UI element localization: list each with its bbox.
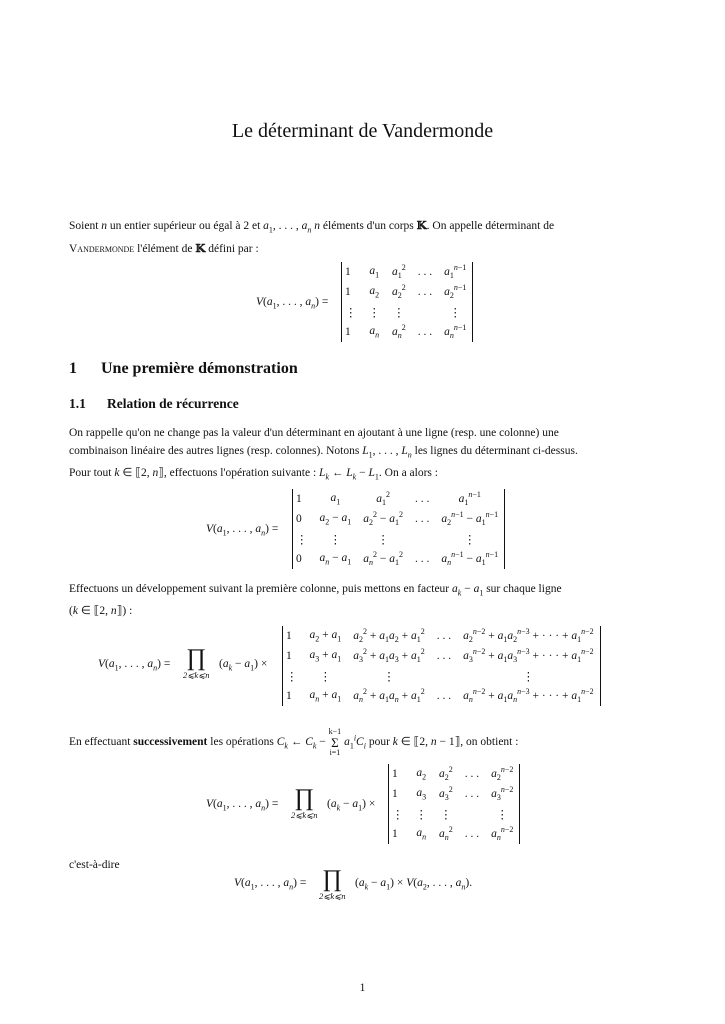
equation-4-lhs: $V(a_1$, . . . , $a_n$) = bbox=[206, 798, 279, 813]
intro-paragraph: Soient n un entier supérieur ou égal à 2 et $a_1$, . . . , $a_n$ n éléments d'un corps 𝕂. On appelle déterminant de Vandermonde l'élément de 𝕂 défini par : bbox=[69, 218, 555, 256]
page-number: 1 bbox=[359, 982, 366, 994]
equation-1-lhs: $V(a_1$, . . . , $a_n$) = bbox=[256, 296, 329, 311]
determinant-1: 1 $a_1$ $a_1^2$ . . . $a_1^{n-1}$ 1 $a_2$ $a_2^2$ . . . $a_2^{n-1}$ ⋮ ⋮ ⋮ ⋮ 1 $a_n$ $a_n^2$ . . . $a_n^{n-1}$ bbox=[341, 262, 473, 342]
paragraph-1: On rappelle qu'on ne change pas la valeur d'un déterminant en ajoutant à une ligne (resp. une colonne) une combinaison linéaire des autres lignes (resp. colonnes). Notons $L_1$, . . . , $L_n$ les lignes du déterminant ci-dessus. Pour tout k ∈ ⟦2, n⟧, effectuons l'opération suivante : $L_k$ ← $L_k - L_1$. On a alors : bbox=[69, 427, 578, 482]
vandermonde-name: Vandermonde bbox=[69, 243, 135, 256]
product-symbol-2: ∏ 2⩽k⩽n bbox=[291, 785, 318, 820]
final-equation-lhs: $V(a_1$, . . . , $a_n$) = bbox=[234, 877, 307, 892]
determinant-4: 1 $a_2$ $a_2^2$ . . . $a_2^{n-2}$ 1 $a_3$ $a_3^2$ . . . $a_3^{n-2}$ ⋮ ⋮ ⋮ ⋮ 1 $a_n$ $a_n^2$ . . . $a_n^{n-2}$ bbox=[388, 764, 520, 844]
page-title: Le déterminant de Vandermonde bbox=[231, 120, 494, 142]
equation-3-lhs: $V(a_1$, . . . , $a_n$) = bbox=[98, 658, 171, 673]
paragraph-4: c'est-à-dire bbox=[69, 859, 120, 871]
paragraph-3: En effectuant successivement les opérations $C_k$ ← $C_k$ − k−1 Σ i=1 $a_1^iC_i$ pour k ∈ ⟦2, n − 1⟧, on obtient : bbox=[69, 727, 519, 757]
determinant-3: 1 $a_2 + a_1$ $a_2^2 + a_1a_2 + a_1^2$ . . . $a_2^{n-2} + a_1a_2^{n-3}$ + · · · + $a_1^{n-2}$ 1 $a_3 + a_1$ $a_3^2 + a_1a_3 + a_1^2$ . . . $a_3^{n-2} + a_1a_3^{n-3}$ + · · · + $a_1^{n-2}$ ⋮ ⋮ ⋮ ⋮ 1 $a_n + a_1$ $a_n^2 + a_1a_n + a_1^2$ . . . $a_n^{n-2} + a_1a_n^{n-3}$ + · · · + $a_1^{n-2}$ bbox=[282, 626, 601, 706]
subsection-heading: 1.1 Relation de récurrence bbox=[69, 396, 239, 411]
final-equation-rhs: $(a_k - a_1) \times V(a_2$, . . . , $a_n$). bbox=[355, 877, 473, 892]
product-symbol: ∏ 2⩽k⩽n bbox=[183, 645, 210, 680]
product-symbol-3: ∏ 2⩽k⩽n bbox=[319, 866, 346, 901]
equation-2-lhs: $V(a_1$, . . . , $a_n$) = bbox=[206, 523, 279, 538]
section-heading: 1 Une première démonstration bbox=[69, 360, 298, 377]
product-factor: $(a_k - a_1)$ × bbox=[219, 658, 268, 673]
paragraph-2: Effectuons un développement suivant la première colonne, puis mettons en facteur $a_k - a_1$ sur chaque ligne (k ∈ ⟦2, n⟧) : bbox=[69, 583, 562, 618]
product-factor-2: $(a_k - a_1)$ × bbox=[327, 798, 376, 813]
determinant-2: 1 $a_1$ $a_1^2$ . . . $a_1^{n-1}$ 0 $a_2 - a_1$ $a_2^2 - a_1^2$ . . . $a_2^{n-1} - a_1^{n-1}$ ⋮ ⋮ ⋮ ⋮ 0 $a_n - a_1$ $a_n^2 - a_1^2$ . . . $a_n^{n-1} - a_1^{n-1}$ bbox=[292, 489, 505, 569]
